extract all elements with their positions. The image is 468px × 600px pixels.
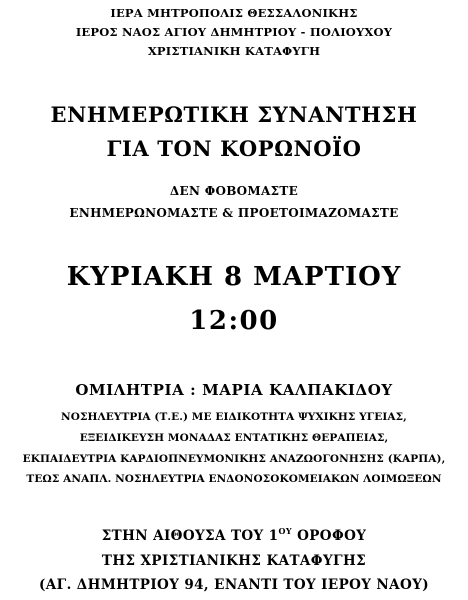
speaker-name: ΟΜΙΛΗΤΡΙΑ : ΜΑΡΙΑ ΚΑΛΠΑΚΙΔΟΥ [75, 381, 393, 399]
header-church: ΙΕΡΟΣ ΝΑΟΣ ΑΓΙΟΥ ΔΗΜΗΤΡΙΟΥ - ΠΟΛΙΟΥΧΟΥ [75, 25, 393, 39]
speaker-bio-line: ΕΚΠΑΙΔΕΥΤΡΙΑ ΚΑΡΔΙΟΠΝΕΥΜΟΝΙΚΗΣ ΑΝΑΖΩΟΓΟΝΗΣΗΣ (ΚΑΡΠΑ), [22, 453, 446, 465]
title-line-2: ΓΙΑ ΤΟΝ ΚΟΡΩΝΟΪΟ [106, 136, 362, 161]
venue-room [0, 528, 468, 544]
venue-building: ΤΗΣ ΧΡΙΣΤΙΑΝΙΚΗΣ ΚΑΤΑΦΥΓΗΣ [101, 553, 367, 569]
venue-room-prefix: ΣΤΗΝ ΑΙΘΟΥΣΑ ΤΟΥ 1 [101, 528, 279, 544]
header-metropolis: ΙΕΡΑ ΜΗΤΡΟΠΟΛΙΣ ΘΕΣΣΑΛΟΝΙΚΗΣ [110, 6, 358, 20]
venue-room-ordinal: ΟΥ [278, 526, 292, 536]
venue-address: (ΑΓ. ΔΗΜΗΤΡΙΟΥ 94, ΕΝΑΝΤΙ ΤΟΥ ΙΕΡΟΥ ΝΑΟΥ) [38, 577, 430, 593]
venue-room-suffix: ΟΡΟΦΟΥ [291, 528, 367, 544]
event-time: 12:00 [189, 306, 279, 336]
title-line-1: ΕΝΗΜΕΡΩΤΙΚΗ ΣΥΝΑΝΤΗΣΗ [50, 102, 418, 127]
subtitle-line-1: ΔΕΝ ΦΟΒΟΜΑΣΤΕ [169, 184, 299, 198]
speaker-bio-line: ΕΞΕΙΔΙΚΕΥΣΗ ΜΟΝΑΔΑΣ ΕΝΤΑΤΙΚΗΣ ΘΕΡΑΠΕΙΑΣ, [79, 432, 389, 444]
subtitle-line-2: ΕΝΗΜΕΡΩΝΟΜΑΣΤΕ & ΠΡΟΕΤΟΙΜΑΖΟΜΑΣΤΕ [69, 206, 399, 220]
event-date: ΚΥΡΙΑΚΗ 8 ΜΑΡΤΙΟΥ [66, 262, 402, 292]
speaker-bio-line: ΤΕΩΣ ΑΝΑΠΛ. ΝΟΣΗΛΕΥΤΡΙΑ ΕΝΔΟΝΟΣΟΚΟΜΕΙΑΚΩΝ ΛΟΙΜΩΞΕΩΝ [26, 473, 442, 485]
speaker-bio-line: ΝΟΣΗΛΕΥΤΡΙΑ (Τ.Ε.) ΜΕ ΕΙΔΙΚΟΤΗΤΑ ΨΥΧΙΚΗΣ ΥΓΕΙΑΣ, [61, 411, 407, 423]
header-organization: ΧΡΙΣΤΙΑΝΙΚΗ ΚΑΤΑΦΥΓΗ [147, 44, 321, 58]
